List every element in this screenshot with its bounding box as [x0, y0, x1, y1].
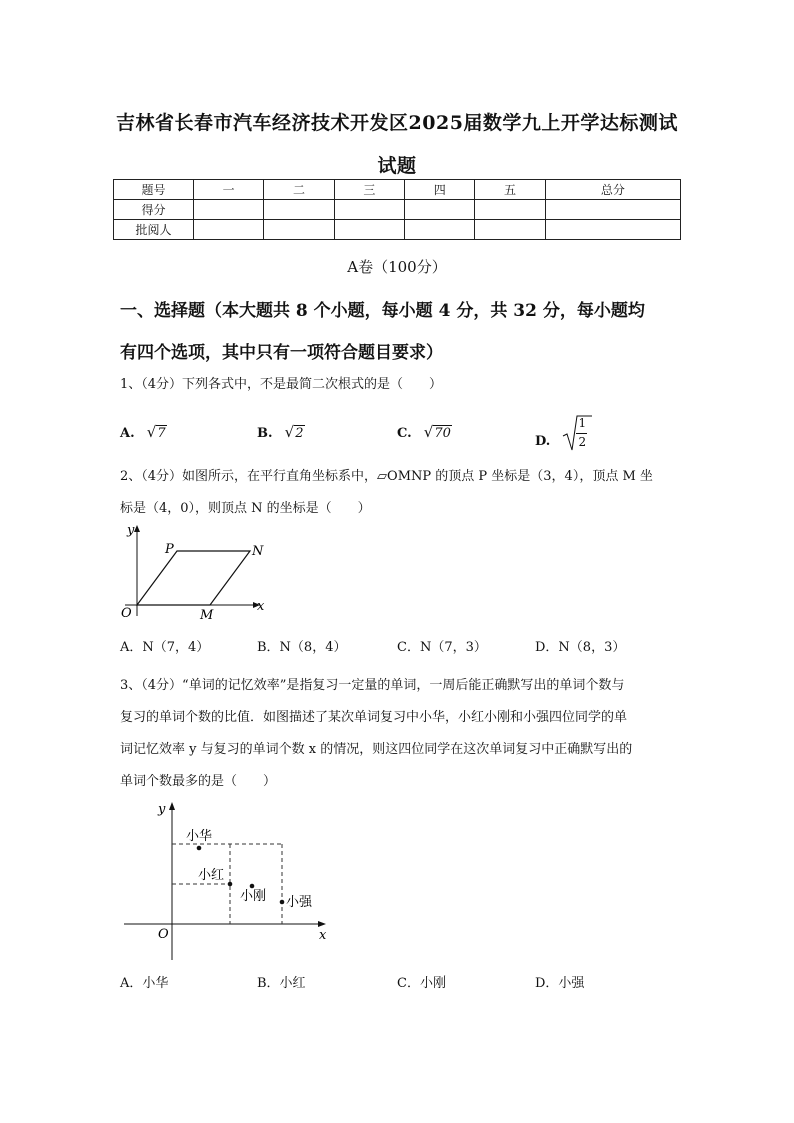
table-row-label: 批阅人	[114, 220, 194, 240]
q3-option-c[interactable]: C．小刚	[397, 976, 446, 991]
vertex-n-label: N	[252, 544, 264, 559]
q1-option-b[interactable]: B. √2	[257, 423, 304, 441]
q2-options	[120, 636, 680, 654]
x-axis-label: x	[257, 599, 265, 614]
exam-title-line1: 吉林省长春市汽车经济技术开发区2025届数学九上开学达标测试	[116, 112, 678, 134]
q3-stem-line3: 词记忆效率 y 与复习的单词个数 x 的情况，则这四位同学在这次单词复习中正确默写出的	[120, 742, 633, 757]
q2-option-c[interactable]: C．N（7，3）	[397, 640, 487, 655]
radicand: 7	[157, 426, 166, 441]
label-xiaogang: 小刚	[240, 889, 267, 904]
fraction-denominator: 2	[578, 435, 587, 449]
y-axis-label: y	[127, 523, 135, 538]
grader-input-cell[interactable]	[545, 220, 680, 240]
origin-label: O	[158, 927, 169, 942]
table-cell: 二	[264, 180, 334, 200]
point-xiaohong	[228, 882, 233, 887]
point-xiaohua	[197, 846, 202, 851]
q2-stem-line1: 2、（4分）如图所示，在平行直角坐标系中，▱OMNP 的顶点 P 坐标是（3，4），顶点 M 坐	[120, 469, 653, 484]
x-axis-arrow-icon	[318, 921, 326, 927]
part-a-heading: A卷（100分）	[347, 258, 447, 276]
score-input-cell[interactable]	[334, 200, 404, 220]
table-cell: 四	[405, 180, 475, 200]
grader-input-cell[interactable]	[475, 220, 545, 240]
grader-input-cell[interactable]	[405, 220, 475, 240]
table-cell: 三	[334, 180, 404, 200]
q1-option-d[interactable]	[535, 418, 592, 454]
score-input-cell[interactable]	[475, 200, 545, 220]
label-xiaohua: 小华	[186, 829, 213, 844]
vertex-p-label: P	[165, 542, 174, 557]
section1-heading-line2: 有四个选项，其中只有一项符合题目要求）	[120, 343, 443, 363]
q3-option-a[interactable]: A．小华	[120, 976, 169, 991]
q3-stem-line2: 复习的单词个数的比值．如图描述了某次单词复习中小华，小红小刚和小强四位同学的单	[120, 710, 628, 725]
q1-options	[120, 418, 680, 458]
q1-option-a[interactable]: A. √7	[120, 423, 166, 441]
y-axis-arrow-icon	[169, 802, 175, 810]
score-table-header-row	[114, 180, 681, 200]
fraction-numerator: 1	[578, 416, 587, 430]
table-cell: 总分	[545, 180, 680, 200]
grader-input-cell[interactable]	[194, 220, 264, 240]
y-axis-arrow-icon	[134, 525, 140, 532]
q2-option-d[interactable]: D．N（8，3）	[535, 640, 626, 655]
table-row-label: 得分	[114, 200, 194, 220]
score-input-cell[interactable]	[405, 200, 475, 220]
option-label: C.	[397, 426, 412, 441]
option-label: D.	[535, 433, 551, 449]
q3-option-b[interactable]: B．小红	[257, 976, 306, 991]
q3-stem-line4: 单词个数最多的是（ ）	[120, 774, 277, 789]
y-axis-label: y	[158, 802, 166, 817]
option-label: B.	[257, 426, 273, 441]
score-table-row	[114, 200, 681, 220]
label-xiaohong: 小红	[198, 868, 225, 883]
q1-stem: 1、（4分）下列各式中，不是最简二次根式的是（ ）	[120, 377, 443, 392]
score-input-cell[interactable]	[545, 200, 680, 220]
q3-options	[120, 972, 680, 990]
parallelogram-omnp	[137, 551, 250, 605]
option-label: A.	[120, 426, 135, 441]
label-xiaoqiang: 小强	[286, 895, 313, 910]
point-xiaoqiang	[280, 900, 285, 905]
score-table	[113, 179, 681, 240]
score-table-row	[114, 220, 681, 240]
radicand: 70	[434, 426, 451, 441]
x-axis-label: x	[319, 928, 327, 943]
origin-label: O	[121, 606, 132, 621]
q3-option-d[interactable]: D．小强	[535, 976, 585, 991]
q2-parallelogram-figure	[115, 518, 275, 628]
point-xiaogang	[250, 884, 255, 889]
table-cell: 五	[475, 180, 545, 200]
dashed-guide-lines	[172, 844, 282, 924]
q2-option-b[interactable]: B．N（8，4）	[257, 640, 347, 655]
q3-stem-line1: 3、（4分）“单词的记忆效率”是指复习一定量的单词，一周后能正确默写出的单词个数与	[120, 678, 625, 693]
table-cell: 题号	[114, 180, 194, 200]
radicand: 2	[295, 426, 304, 441]
grader-input-cell[interactable]	[264, 220, 334, 240]
vertex-m-label: M	[200, 608, 214, 623]
exam-title-line2: 试题	[377, 155, 417, 177]
table-cell: 一	[194, 180, 264, 200]
q3-efficiency-figure	[118, 798, 338, 968]
q1-option-c[interactable]: C. √70	[397, 423, 451, 441]
grader-input-cell[interactable]	[334, 220, 404, 240]
q2-option-a[interactable]: A．N（7，4）	[120, 640, 210, 655]
score-input-cell[interactable]	[194, 200, 264, 220]
q2-stem-line2: 标是（4，0），则顶点 N 的坐标是（ ）	[120, 501, 371, 516]
section1-heading-line1: 一、选择题（本大题共 8 个小题，每小题 4 分，共 32 分，每小题均	[120, 301, 645, 321]
score-input-cell[interactable]	[264, 200, 334, 220]
